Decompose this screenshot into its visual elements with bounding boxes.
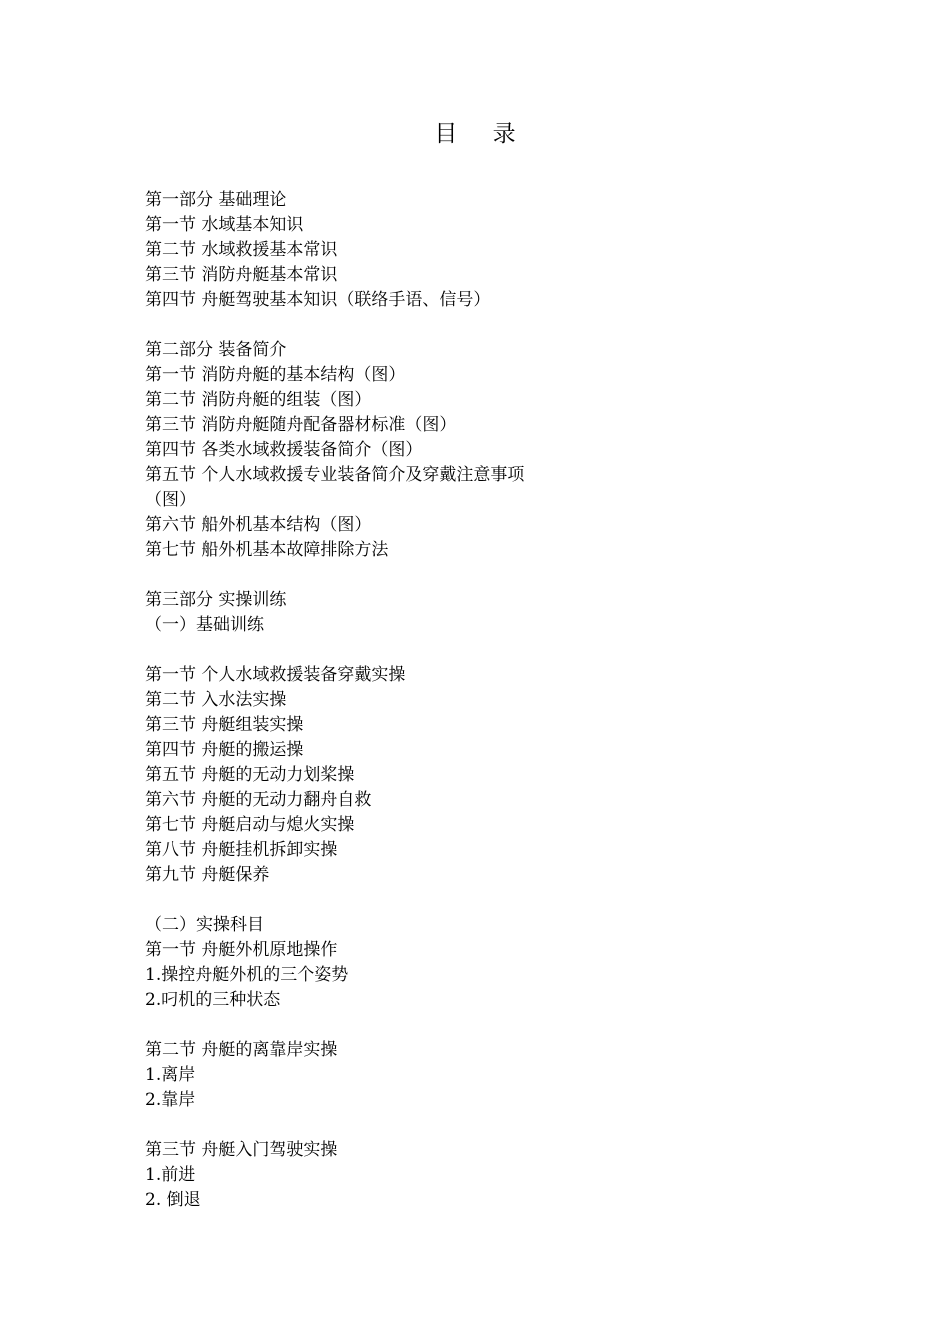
toc-entry: 第四节 舟艇驾驶基本知识（联络手语、信号） bbox=[145, 290, 491, 310]
toc-entry: 第一节 个人水域救援装备穿戴实操 bbox=[145, 665, 406, 685]
toc-entry: （图） bbox=[145, 490, 196, 510]
toc-entry: 第四节 舟艇的搬运操 bbox=[145, 740, 304, 760]
toc-entry: 第七节 舟艇启动与熄火实操 bbox=[145, 815, 355, 835]
toc-entry: 1.前进 bbox=[145, 1165, 196, 1185]
toc-entry: 第一节 舟艇外机原地操作 bbox=[145, 940, 338, 960]
toc-entry: 第一节 水域基本知识 bbox=[145, 215, 304, 235]
toc-entry: 第二节 消防舟艇的组装（图） bbox=[145, 390, 372, 410]
toc-entry: 第三节 消防舟艇基本常识 bbox=[145, 265, 338, 285]
blank-line bbox=[145, 563, 605, 588]
toc-entry: 第六节 船外机基本结构（图） bbox=[145, 515, 372, 535]
toc-entry: （二）实操科目 bbox=[145, 915, 264, 935]
page-title: 目 录 bbox=[434, 121, 530, 147]
toc-entry: 第三节 舟艇组装实操 bbox=[145, 715, 304, 735]
toc-entry: 2. 倒退 bbox=[145, 1190, 201, 1210]
toc-entry: 第一节 消防舟艇的基本结构（图） bbox=[145, 365, 406, 385]
toc-entry: 第二节 水域救援基本常识 bbox=[145, 240, 338, 260]
blank-line bbox=[145, 313, 605, 338]
toc-entry: 第四节 各类水域救援装备简介（图） bbox=[145, 440, 423, 460]
toc-entry: 1.操控舟艇外机的三个姿势 bbox=[145, 965, 349, 985]
toc-entry: 第一部分 基础理论 bbox=[145, 190, 287, 210]
toc-entry: 1.离岸 bbox=[145, 1065, 196, 1085]
toc-entry: 2.靠岸 bbox=[145, 1090, 196, 1110]
toc-entry: 第九节 舟艇保养 bbox=[145, 865, 270, 885]
toc-entry: 第五节 舟艇的无动力划桨操 bbox=[145, 765, 355, 785]
blank-line bbox=[145, 1113, 605, 1138]
toc-entry: 第七节 船外机基本故障排除方法 bbox=[145, 540, 389, 560]
toc-entry: 第六节 舟艇的无动力翻舟自救 bbox=[145, 790, 372, 810]
blank-line bbox=[145, 1013, 605, 1038]
toc-entry: 第八节 舟艇挂机拆卸实操 bbox=[145, 840, 338, 860]
toc-entry: 第三部分 实操训练 bbox=[145, 590, 287, 610]
toc-entry: 第三节 舟艇入门驾驶实操 bbox=[145, 1140, 338, 1160]
toc-entry: 第三节 消防舟艇随舟配备器材标准（图） bbox=[145, 415, 457, 435]
blank-line bbox=[145, 888, 605, 913]
blank-line bbox=[145, 638, 605, 663]
toc-entry: 第二部分 装备简介 bbox=[145, 340, 287, 360]
toc-entry: 2.叼机的三种状态 bbox=[145, 990, 281, 1010]
toc-entry: 第二节 入水法实操 bbox=[145, 690, 287, 710]
toc-entry: 第五节 个人水域救援专业装备简介及穿戴注意事项 bbox=[145, 465, 525, 485]
toc-entry: 第二节 舟艇的离靠岸实操 bbox=[145, 1040, 338, 1060]
toc-entry: （一）基础训练 bbox=[145, 615, 264, 635]
table-of-contents bbox=[145, 188, 605, 1213]
